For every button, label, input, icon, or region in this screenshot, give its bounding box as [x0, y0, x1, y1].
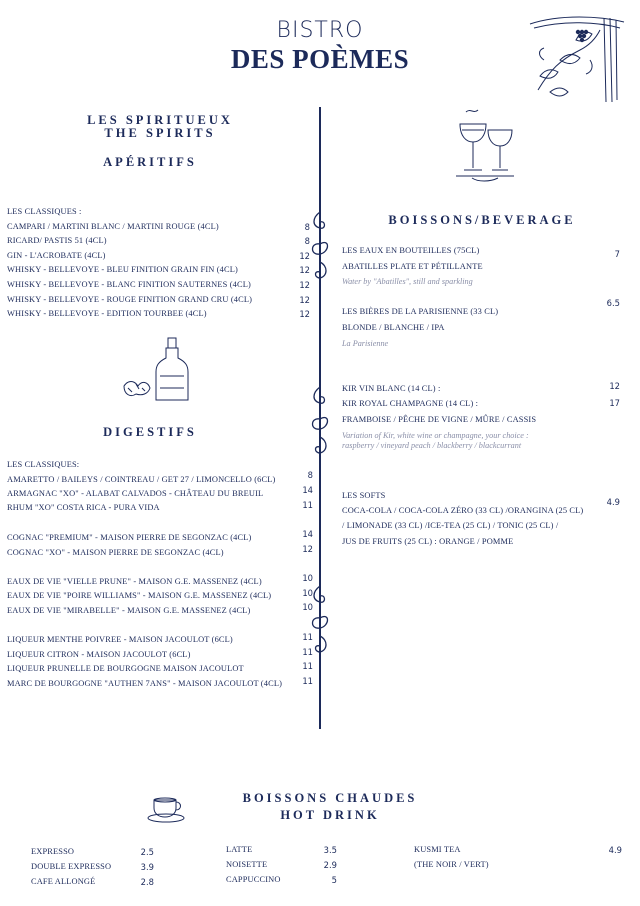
- kusmi-tea-sub: (THE NOIR / VERT): [414, 860, 489, 869]
- menu-item-name: LATTE: [226, 845, 253, 854]
- digestifs-group-label: LES CLASSIQUES:: [7, 460, 80, 469]
- kir-royal: KIR ROYAL CHAMPAGNE (14 CL) :: [342, 399, 479, 408]
- aperitifs-group-label: LES CLASSIQUES :: [7, 207, 82, 216]
- grapevine-icon: [520, 10, 632, 106]
- menu-item-price: 11: [302, 500, 313, 510]
- kir-blanc-price: 12: [609, 381, 620, 391]
- menu-item-price: 2.5: [140, 847, 154, 857]
- kusmi-tea-name: KUSMI TEA: [414, 845, 461, 854]
- menu-item-name: LIQUEUR MENTHE POIVREE - MAISON JACOULOT (6CL): [7, 635, 233, 644]
- beers-label: LES BIÈRES DE LA PARISIENNE (33 CL): [342, 307, 499, 316]
- spirits-title-fr: LES SPIRITUEUX: [87, 113, 233, 127]
- brand-line1: BISTRO: [276, 18, 364, 43]
- menu-item-price: 12: [299, 309, 310, 319]
- kusmi-tea-price: 4.9: [608, 845, 622, 855]
- menu-item-name: RHUM "XO" COSTA RICA - PURA VIDA: [7, 503, 160, 512]
- menu-item-price: 12: [299, 295, 310, 305]
- menu-item-price: 8: [304, 236, 310, 246]
- menu-item-price: 14: [302, 529, 313, 539]
- menu-item-price: 12: [299, 265, 310, 275]
- menu-item-name: AMARETTO / BAILEYS / COINTREAU / GET 27 / LIMONCELLO (6CL): [7, 475, 276, 484]
- menu-item-name: DOUBLE EXPRESSO: [31, 862, 112, 871]
- menu-item-name: NOISETTE: [226, 860, 268, 869]
- spirits-title-en: THE SPIRITS: [104, 126, 216, 140]
- menu-item-name: CAFE ALLONGÉ: [31, 877, 96, 886]
- softs-price: 4.9: [606, 497, 620, 507]
- menu-item-price: 11: [302, 676, 313, 686]
- softs-line-2: / LIMONADE (33 CL) /ICE-TEA (25 CL) / TONIC (25 CL) /: [342, 521, 559, 530]
- hot-title-en: HOT DRINK: [280, 808, 380, 822]
- menu-item-price: 3.9: [140, 862, 154, 872]
- menu-item-name: WHISKY - BELLEVOYE - BLANC FINITION SAUTERNES (4CL): [7, 280, 251, 289]
- menu-item-price: 2.9: [323, 860, 337, 870]
- menu-item-name: GIN - L'ACROBATE (4CL): [7, 251, 106, 260]
- softs-line-3: JUS DE FRUITS (25 CL) : ORANGE / POMME: [342, 537, 514, 546]
- hot-title-fr: BOISSONS CHAUDES: [242, 791, 418, 805]
- beers-price: 6.5: [606, 298, 620, 308]
- coffee-cup-icon: [146, 792, 190, 824]
- softs-label: LES SOFTS: [342, 491, 386, 500]
- menu-item-name: CAMPARI / MARTINI BLANC / MARTINI ROUGE (4CL): [7, 222, 219, 231]
- menu-item-price: 5: [331, 875, 337, 885]
- menu-item-price: 11: [302, 647, 313, 657]
- kir-flavors: FRAMBOISE / PÊCHE DE VIGNE / MÛRE / CASSIS: [342, 415, 537, 424]
- kir-note-1: Variation of Kir, white wine or champagne, your choice :: [342, 431, 529, 440]
- menu-item-price: 10: [302, 588, 313, 598]
- digestifs-title: DIGESTIFS: [103, 425, 197, 439]
- menu-item-name: COGNAC "XO" - MAISON PIERRE DE SEGONZAC (4CL): [7, 548, 224, 557]
- aperitifs-title: APÉRITIFS: [103, 155, 197, 169]
- menu-item-price: 8: [304, 222, 310, 232]
- kir-blanc: KIR VIN BLANC (14 CL) :: [342, 384, 441, 393]
- brand-line2: DES POÈMES: [230, 44, 410, 74]
- menu-item-price: 2.8: [140, 877, 154, 887]
- menu-item-name: WHISKY - BELLEVOYE - BLEU FINITION GRAIN FIN (4CL): [7, 265, 238, 274]
- menu-item-name: EAUX DE VIE "MIRABELLE" - MAISON G.E. MASSENEZ (4CL): [7, 606, 251, 615]
- menu-item-name: EXPRESSO: [31, 847, 75, 856]
- waters-note: Water by "Abatilles", still and sparkling: [342, 277, 473, 286]
- waters-label: LES EAUX EN BOUTEILLES (75CL): [342, 246, 480, 255]
- bottle-icon: [116, 336, 192, 406]
- menu-item-name: EAUX DE VIE "POIRE WILLIAMS" - MAISON G.E. MASSENEZ (4CL): [7, 591, 272, 600]
- menu-item-price: 11: [302, 632, 313, 642]
- menu-item-name: RICARD/ PASTIS 51 (4CL): [7, 236, 107, 245]
- menu-item-price: 10: [302, 573, 313, 583]
- beverage-title: BOISSONS/BEVERAGE: [388, 213, 576, 227]
- menu-item-price: 11: [302, 661, 313, 671]
- menu-item-price: 12: [299, 251, 310, 261]
- menu-item-name: CAPPUCCINO: [226, 875, 281, 884]
- menu-item-price: 14: [302, 485, 313, 495]
- menu-item-name: LIQUEUR CITRON - MAISON JACOULOT (6CL): [7, 650, 191, 659]
- menu-item-price: 3.5: [323, 845, 337, 855]
- beers-note: La Parisienne: [342, 339, 389, 348]
- menu-item-name: LIQUEUR PRUNELLE DE BOURGOGNE MAISON JACOULOT: [7, 664, 244, 673]
- waters-price: 7: [614, 249, 620, 259]
- beers-item: BLONDE / BLANCHE / IPA: [342, 323, 445, 332]
- menu-item-price: 10: [302, 602, 313, 612]
- cocktail-glasses-icon: [452, 106, 520, 186]
- menu-item-price: 8: [307, 470, 313, 480]
- menu-item-name: MARC DE BOURGOGNE "AUTHEN 7ANS" - MAISON JACOULOT (4CL): [7, 679, 283, 688]
- menu-item-name: ARMAGNAC "XO" - ALABAT CALVADOS - CHÂTEAU DU BREUIL: [7, 489, 264, 498]
- kir-royal-price: 17: [609, 398, 620, 408]
- menu-item-price: 12: [299, 280, 310, 290]
- kir-note-2: raspberry / vineyard peach / blackberry / blackcurrant: [342, 441, 522, 450]
- waters-item: ABATILLES PLATE ET PÉTILLANTE: [342, 262, 483, 271]
- flourish-icon: [309, 210, 331, 280]
- menu-item-name: WHISKY - BELLEVOYE - EDITION TOURBEE (4CL): [7, 309, 207, 318]
- menu-item-name: EAUX DE VIE "VIELLE PRUNE" - MAISON G.E. MASSENEZ (4CL): [7, 577, 262, 586]
- menu-item-price: 12: [302, 544, 313, 554]
- menu-item-name: COGNAC "PREMIUM" - MAISON PIERRE DE SEGONZAC (4CL): [7, 533, 252, 542]
- flourish-icon: [309, 385, 331, 455]
- menu-item-name: WHISKY - BELLEVOYE - ROUGE FINITION GRAND CRU (4CL): [7, 295, 253, 304]
- softs-line-1: COCA-COLA / COCA-COLA ZÉRO (33 CL) /ORANGINA (25 CL): [342, 506, 584, 515]
